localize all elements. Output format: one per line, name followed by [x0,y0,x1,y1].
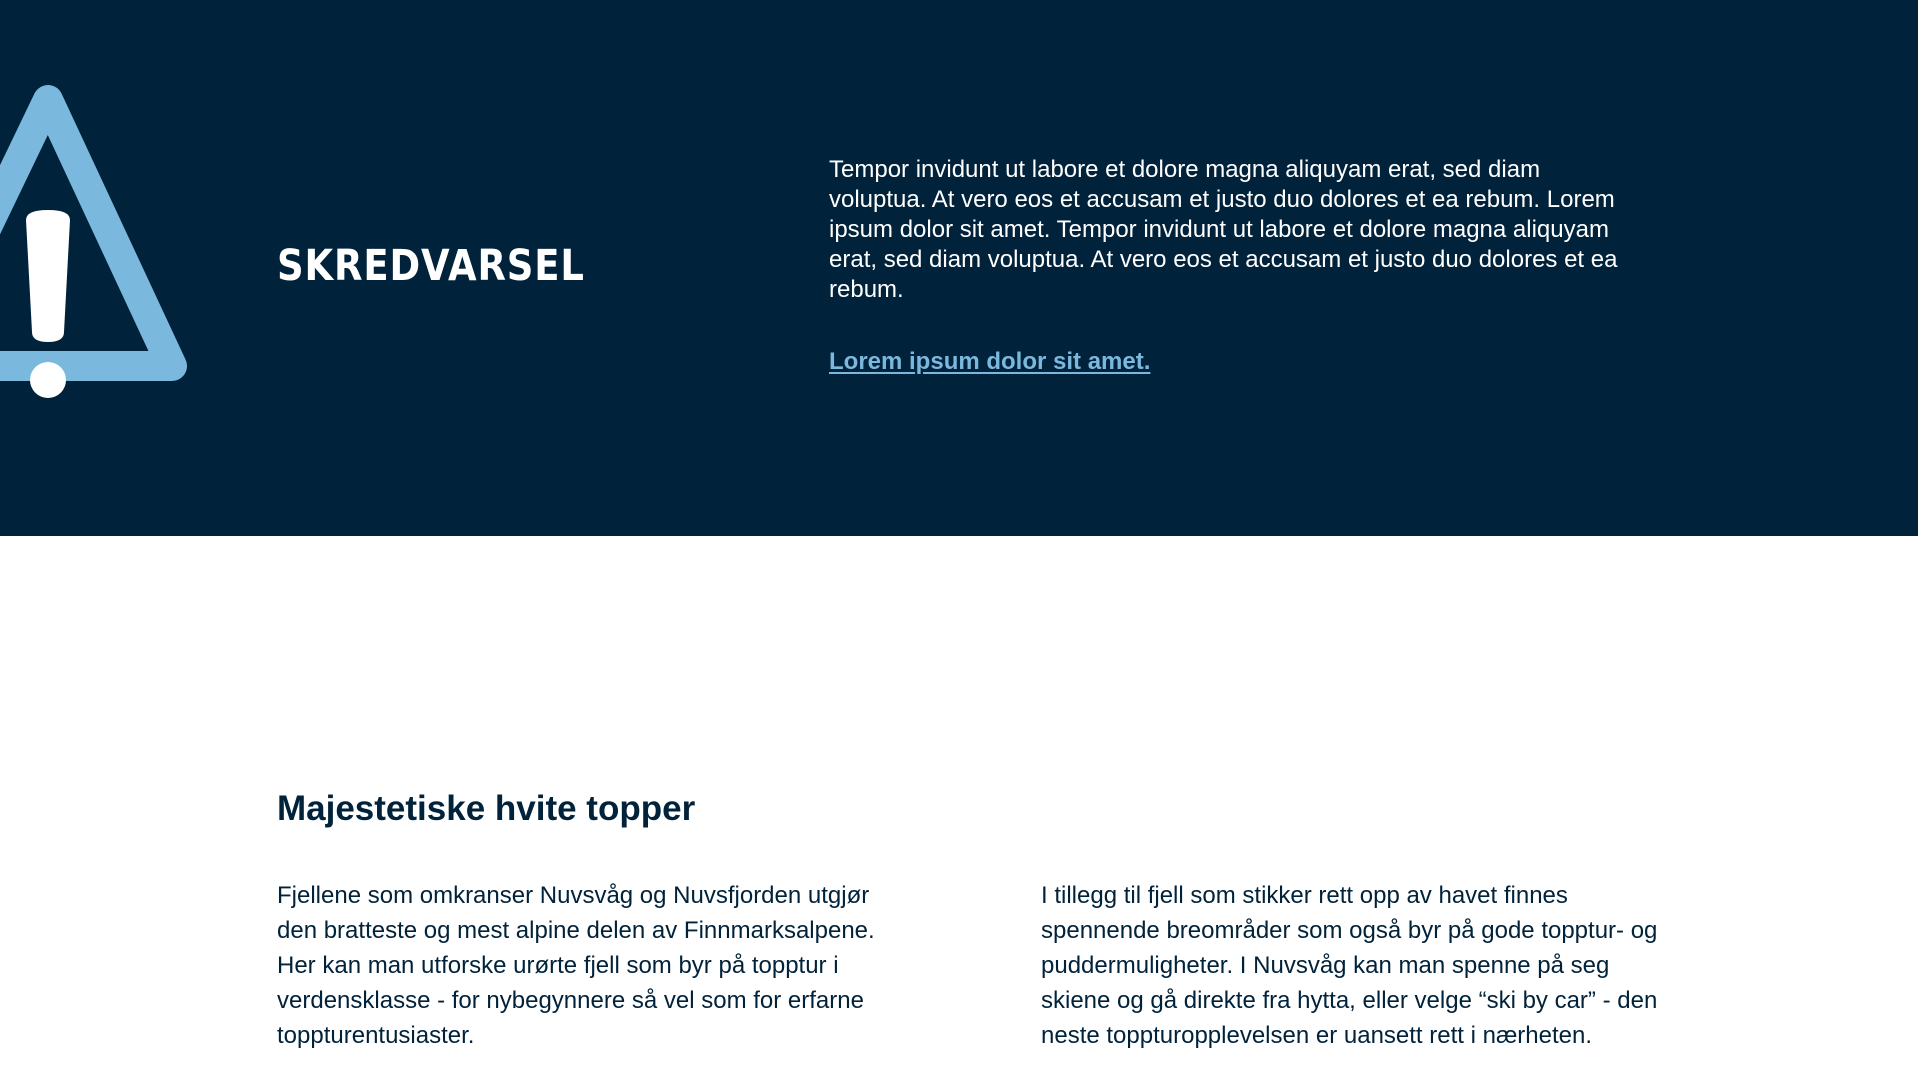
avalanche-warning-banner [0,0,1918,536]
section-title: Majestetiske hvite topper [277,789,696,828]
warning-triangle-icon [0,80,260,452]
right-column-text: I tillegg til fjell som stikker rett opp av havet finnes spennende breområder som også byr på gode topptur- og puddermuligheter. I Nuvsvåg kan man spenne på seg skiene og gå direkte fra hytta, eller velge “ski by car” - den neste toppturopplevelsen er uansett rett i nærheten. [1041,882,1658,1049]
left-column-text: Fjellene som omkranser Nuvsvåg og Nuvsfjorden utgjør den bratteste og mest alpine delen av Finnmarksalpene. Her kan man utforske urørte fjell som byr på topptur i verdensklasse - for nybegynnere så vel som for erfarne toppturentusiaster. [277,882,875,1049]
page-title: SKREDVARSEL [277,241,585,291]
hero-description: Tempor invidunt ut labore et dolore magna aliquyam erat, sed diam voluptua. At vero eos et accusam et justo duo dolores et ea rebum. Lorem ipsum dolor sit amet. Tempor invidunt ut labore et dolore magna aliquyam erat, sed diam voluptua. At vero eos et accusam et justo duo dolores et ea rebum. [829,156,1618,303]
hero-link[interactable]: Lorem ipsum dolor sit amet. [829,348,1151,375]
